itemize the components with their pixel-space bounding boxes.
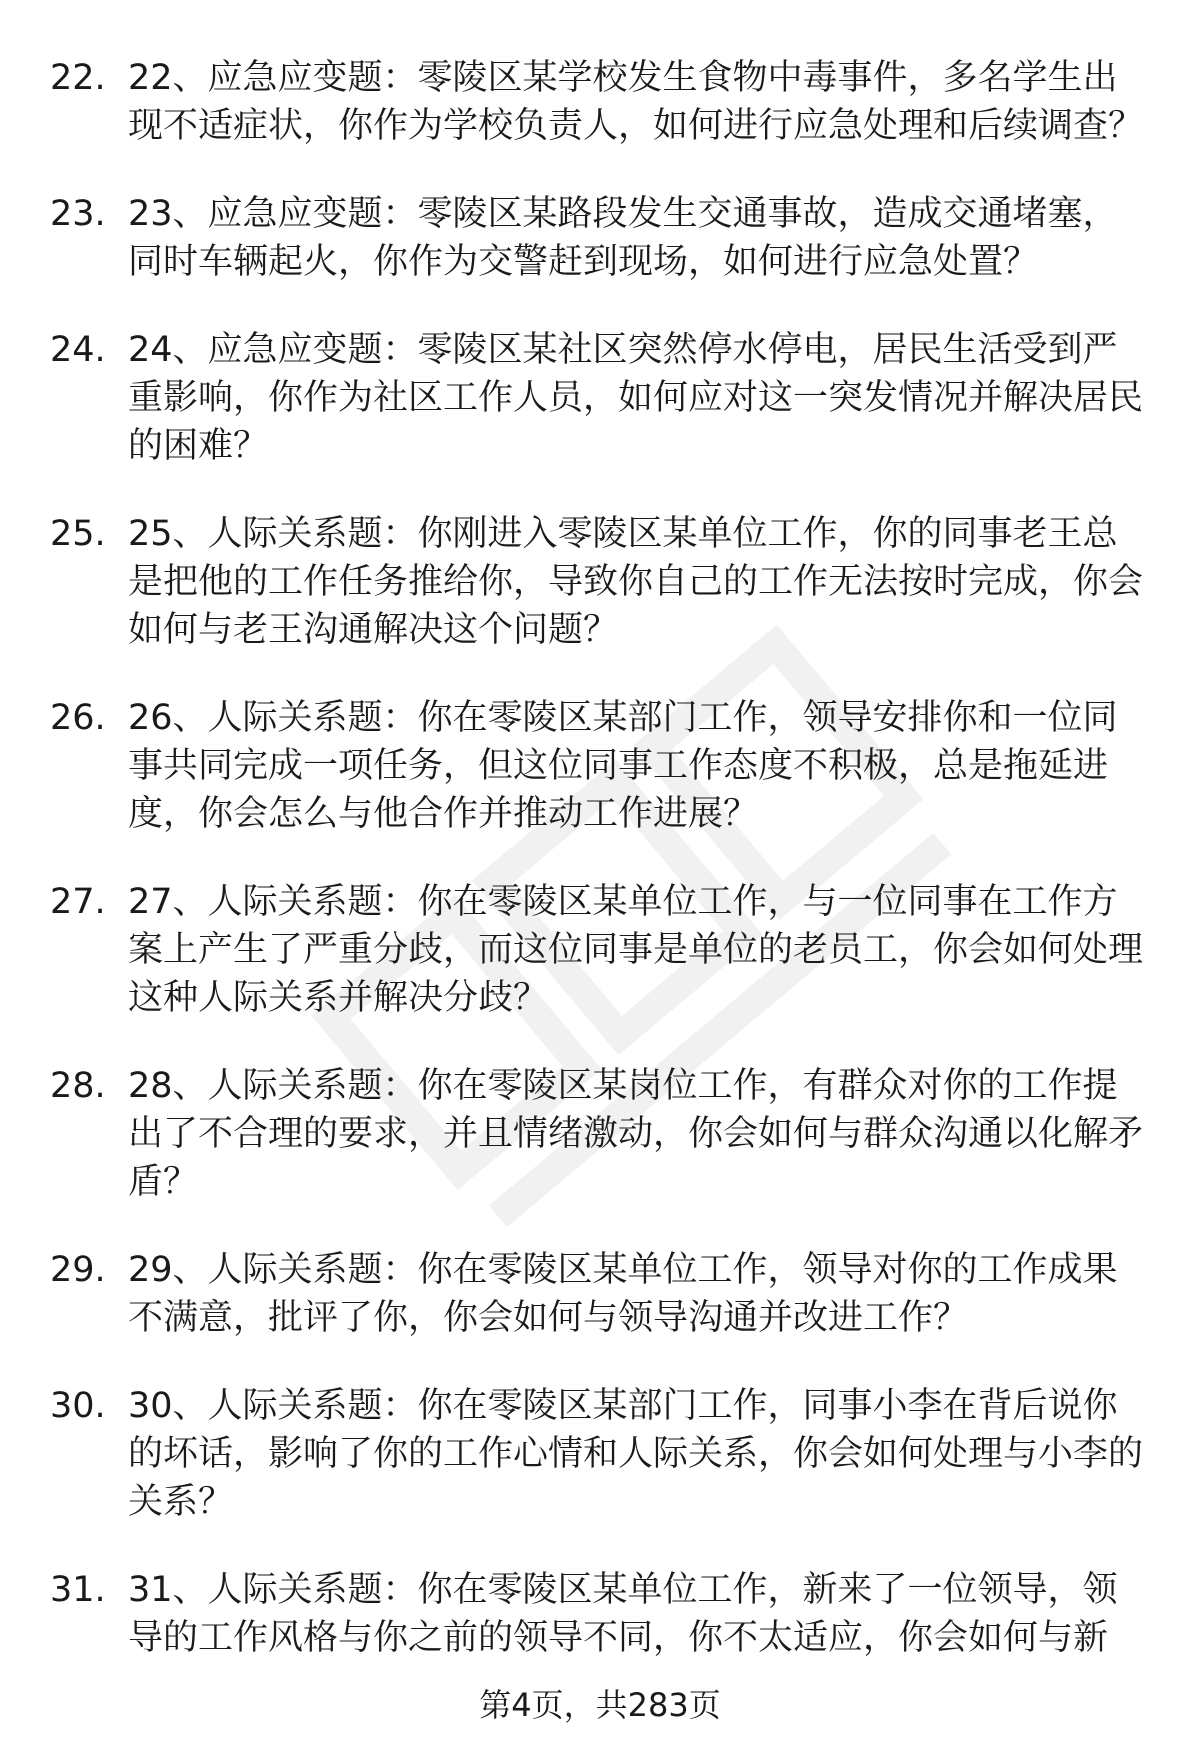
list-item <box>0 1382 1200 1526</box>
list-item <box>0 694 1200 838</box>
question-list <box>0 54 1200 1702</box>
question-number: 28. <box>50 1066 106 1106</box>
list-item <box>0 510 1200 654</box>
question-text: 30、人际关系题：你在零陵区某部门工作，同事小李在背后说你的坏话，影响了你的工作心情和人际关系，你会如何处理与小李的关系？ <box>128 1386 1144 1522</box>
question-text: 23、应急应变题：零陵区某路段发生交通事故，造成交通堵塞，同时车辆起火，你作为交警赶到现场，如何进行应急处置？ <box>128 194 1118 282</box>
question-number: 22. <box>50 58 106 98</box>
list-item <box>0 1246 1200 1342</box>
list-item <box>0 1062 1200 1206</box>
question-number: 23. <box>50 194 106 234</box>
question-text: 29、人际关系题：你在零陵区某单位工作，领导对你的工作成果不满意，批评了你，你会如何与领导沟通并改进工作？ <box>128 1250 1118 1338</box>
question-text: 24、应急应变题：零陵区某社区突然停水停电，居民生活受到严重影响，你作为社区工作人员，如何应对这一突发情况并解决居民的困难？ <box>128 330 1144 466</box>
list-item <box>0 326 1200 470</box>
question-text: 31、人际关系题：你在零陵区某单位工作，新来了一位领导，领导的工作风格与你之前的领导不同，你不太适应，你会如何与新 <box>128 1570 1118 1658</box>
question-number: 26. <box>50 698 106 738</box>
list-item <box>0 54 1200 150</box>
question-number: 31. <box>50 1570 106 1610</box>
question-text: 22、应急应变题：零陵区某学校发生食物中毒事件，多名学生出现不适症状，你作为学校负责人，如何进行应急处理和后续调查？ <box>128 58 1144 146</box>
question-number: 29. <box>50 1250 106 1290</box>
question-text: 26、人际关系题：你在零陵区某部门工作，领导安排你和一位同事共同完成一项任务，但这位同事工作态度不积极，总是拖延进度，你会怎么与他合作并推动工作进展？ <box>128 698 1118 834</box>
question-number: 30. <box>50 1386 106 1426</box>
page-number-footer: 第4页，共283页 <box>479 1686 721 1724</box>
list-item <box>0 1566 1200 1662</box>
question-number: 25. <box>50 514 106 554</box>
question-number: 24. <box>50 330 106 370</box>
question-number: 27. <box>50 882 106 922</box>
question-text: 27、人际关系题：你在零陵区某单位工作，与一位同事在工作方案上产生了严重分歧，而这位同事是单位的老员工，你会如何处理这种人际关系并解决分歧？ <box>128 882 1144 1018</box>
list-item <box>0 190 1200 286</box>
question-text: 25、人际关系题：你刚进入零陵区某单位工作，你的同事老王总是把他的工作任务推给你，导致你自己的工作无法按时完成，你会如何与老王沟通解决这个问题？ <box>128 514 1144 650</box>
list-item <box>0 878 1200 1022</box>
question-text: 28、人际关系题：你在零陵区某岗位工作，有群众对你的工作提出了不合理的要求，并且情绪激动，你会如何与群众沟通以化解矛盾？ <box>128 1066 1144 1202</box>
